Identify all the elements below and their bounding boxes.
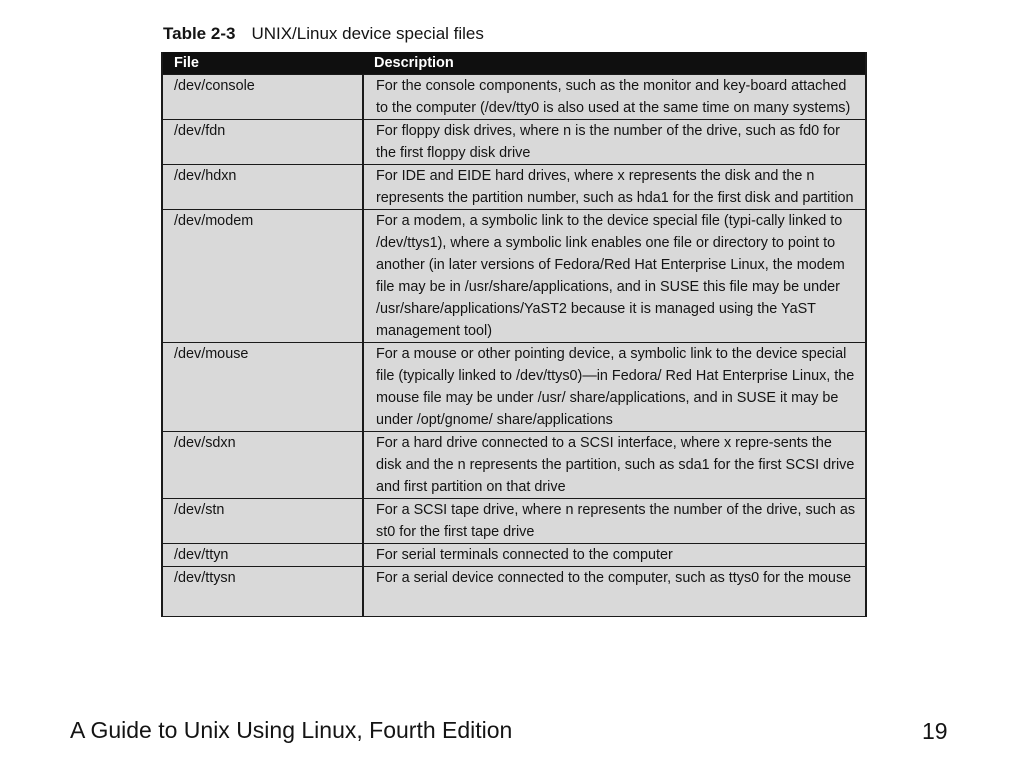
table-row [162, 210, 866, 343]
file-cell: /dev/ttysn [162, 567, 363, 617]
table-row [162, 432, 866, 499]
page-number: 19 [922, 718, 948, 744]
file-cell: /dev/ttyn [162, 544, 363, 567]
file-cell: /dev/hdxn [162, 165, 363, 210]
file-cell: /dev/sdxn [162, 432, 363, 499]
table-row [162, 343, 866, 432]
file-cell: /dev/fdn [162, 120, 363, 165]
table-row [162, 120, 866, 165]
table-row [162, 544, 866, 567]
table-row [162, 165, 866, 210]
file-cell: /dev/stn [162, 499, 363, 544]
file-cell: /dev/mouse [162, 343, 363, 432]
table-header-row [162, 52, 866, 75]
device-files-table [161, 52, 867, 617]
description-cell: For IDE and EIDE hard drives, where x represents the disk and the n represents the partition number, such as hda1 for the first disk and partition [363, 165, 866, 210]
header-file: File [162, 52, 363, 75]
header-description: Description [363, 52, 866, 75]
description-cell: For a hard drive connected to a SCSI interface, where x repre-sents the disk and the n represents the partition, such as sda1 for the first SCSI drive and first partition on that drive [363, 432, 866, 499]
description-cell: For a serial device connected to the computer, such as ttys0 for the mouse [363, 567, 866, 617]
table-row [162, 499, 866, 544]
table-caption [163, 24, 484, 44]
description-cell: For floppy disk drives, where n is the number of the drive, such as fd0 for the first floppy disk drive [363, 120, 866, 165]
description-cell: For a modem, a symbolic link to the device special file (typi-cally linked to /dev/ttys1), where a symbolic link enables one file or directory to point to another (in later versions of Fedora/Red Hat Enterprise Linux, the modem file may be in /usr/share/applications, and in SUSE this file may be under /usr/share/applications/YaST2 because it is managed using the YaST management tool) [363, 210, 866, 343]
description-cell: For a mouse or other pointing device, a symbolic link to the device special file (typically linked to /dev/ttys0)—in Fedora/ Red Hat Enterprise Linux, the mouse file may be under /usr/ share/applications, and in SUSE it may be under /opt/gnome/ share/applications [363, 343, 866, 432]
table-title: UNIX/Linux device special files [251, 24, 484, 43]
table-row [162, 567, 866, 617]
description-cell: For serial terminals connected to the computer [363, 544, 866, 567]
table-row [162, 75, 866, 120]
file-cell: /dev/modem [162, 210, 363, 343]
file-cell: /dev/console [162, 75, 363, 120]
footer-title: A Guide to Unix Using Linux, Fourth Edition [70, 717, 513, 743]
description-cell: For a SCSI tape drive, where n represents the number of the drive, such as st0 for the first tape drive [363, 499, 866, 544]
table-label: Table 2-3 [163, 24, 236, 43]
description-cell: For the console components, such as the monitor and key-board attached to the computer (/dev/tty0 is also used at the same time on many systems) [363, 75, 866, 120]
